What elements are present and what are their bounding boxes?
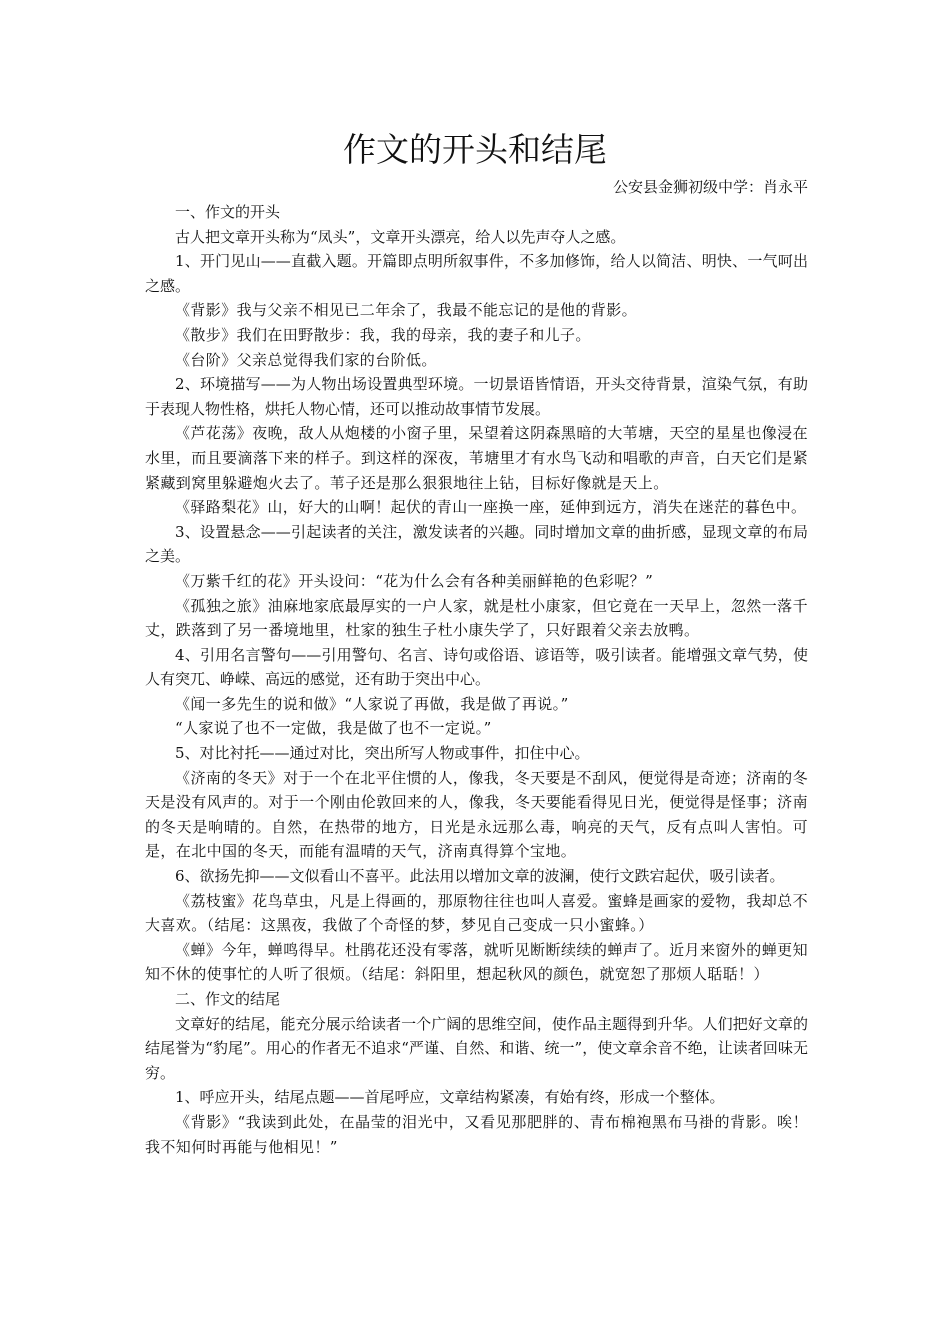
example-paragraph: 《背影》“我读到此处，在晶莹的泪光中，又看见那肥胖的、青布棉袍黑布马褂的背影。唉！我不知何时再能与他相见！” — [145, 1112, 808, 1156]
example-paragraph: 《济南的冬天》对于一个在北平住惯的人，像我，冬天要是不刮风，便觉得是奇迹；济南的冬天是没有风声的。对于一个刚由伦敦回来的人，像我，冬天要能看得见日光，便觉得是怪事；济南的冬天是响晴的。自然，在热带的地方，日光是永远那么毒，响亮的天气，反有点叫人害怕。可是，在北中国的冬天，而能有温晴的天气，济南真得算个宝地。 — [145, 768, 808, 861]
paragraph: 古人把文章开头称为“凤头”，文章开头漂亮，给人以先声夺人之感。 — [175, 227, 626, 246]
example-paragraph: 《万紫千红的花》开头设问：“花为什么会有各种美丽鲜艳的色彩呢？” — [175, 571, 654, 590]
example-paragraph: 《芦花荡》夜晚，敌人从炮楼的小窗子里，呆望着这阴森黑暗的大苇塘，天空的星星也像浸在水里，而且要滴落下来的样子。到这样的深夜，苇塘里才有水鸟飞动和唱歌的声音，白天它们是紧紧藏到窝里躲避炮火去了。苇子还是那么狠狠地往上钻，目标好像就是天上。 — [145, 424, 808, 492]
section-heading: 二、作文的结尾 — [175, 990, 281, 1008]
example-paragraph: 《背影》我与父亲不相见已二年余了，我最不能忘记的是他的背影。 — [175, 301, 638, 320]
document-title: 作文的开头和结尾 — [343, 130, 607, 169]
document-body — [145, 200, 808, 1159]
method-paragraph: 1、呼应开头，结尾点题——首尾呼应，文章结构紧凑，有始有终，形成一个整体。 — [175, 1088, 725, 1107]
method-paragraph: 5、对比衬托——通过对比，突出所写人物或事件，扣住中心。 — [175, 744, 590, 763]
example-paragraph: 《台阶》父亲总觉得我们家的台阶低。 — [175, 350, 437, 369]
method-paragraph: 2、环境描写——为人物出场设置典型环境。一切景语皆情语，开头交待背景，渲染气氛，有助于表现人物性格，烘托人物心情，还可以推动故事情节发展。 — [145, 375, 808, 418]
paragraph: 文章好的结尾，能充分展示给读者一个广阔的思维空间，使作品主题得到升华。人们把好文章的结尾誉为“豹尾”。用心的作者无不追求“严谨、自然、和谐、统一”，使文章余音不绝，让读者回味无穷。 — [145, 1014, 808, 1082]
method-paragraph: 4、引用名言警句——引用警句、名言、诗句或俗语、谚语等，吸引读者。能增强文章气势，使人有突兀、峥嵘、高远的感觉，还有助于突出中心。 — [145, 645, 808, 689]
example-paragraph: “人家说了也不一定做，我是做了也不一定说。” — [175, 719, 492, 738]
example-paragraph: 《蝉》今年，蝉鸣得早。杜鹃花还没有零落，就听见断断续续的蝉声了。近月来窗外的蝉更知知不休的使事忙的人听了很烦。（结尾：斜阳里，想起秋风的颜色，就宽恕了那烦人聒聒！） — [145, 940, 808, 984]
example-paragraph: 《闻一多先生的说和做》“人家说了再做，我是做了再说。” — [175, 694, 569, 713]
example-paragraph: 《孤独之旅》油麻地家底最厚实的一户人家，就是杜小康家，但它竟在一天早上，忽然一落千丈，跌落到了另一番境地里，杜家的独生子杜小康失学了，只好跟着父亲去放鸭。 — [145, 596, 808, 640]
example-paragraph: 《荔枝蜜》花鸟草虫，凡是上得画的，那原物往往也叫人喜爱。蜜蜂是画家的爱物，我却总不大喜欢。（结尾：这黑夜，我做了个奇怪的梦，梦见自己变成一只小蜜蜂。） — [145, 891, 808, 935]
example-paragraph: 《驿路梨花》山，好大的山啊！起伏的青山一座换一座，延伸到远方，消失在迷茫的暮色中。 — [175, 498, 807, 517]
author-line: 公安县金狮初级中学：肖永平 — [612, 178, 808, 196]
example-paragraph: 《散步》我们在田野散步：我，我的母亲，我的妻子和儿子。 — [175, 325, 591, 344]
method-paragraph: 6、欲扬先抑——文似看山不喜平。此法用以增加文章的波澜，使行文跌宕起伏，吸引读者。 — [175, 867, 785, 886]
method-paragraph: 3、设置悬念——引起读者的关注，激发读者的兴趣。同时增加文章的曲折感，显现文章的布局之美。 — [145, 522, 808, 566]
section-heading: 一、作文的开头 — [175, 203, 281, 221]
method-paragraph: 1、开门见山——直截入题。开篇即点明所叙事件，不多加修饰，给人以简洁、明快、一气呵出之感。 — [145, 252, 808, 295]
